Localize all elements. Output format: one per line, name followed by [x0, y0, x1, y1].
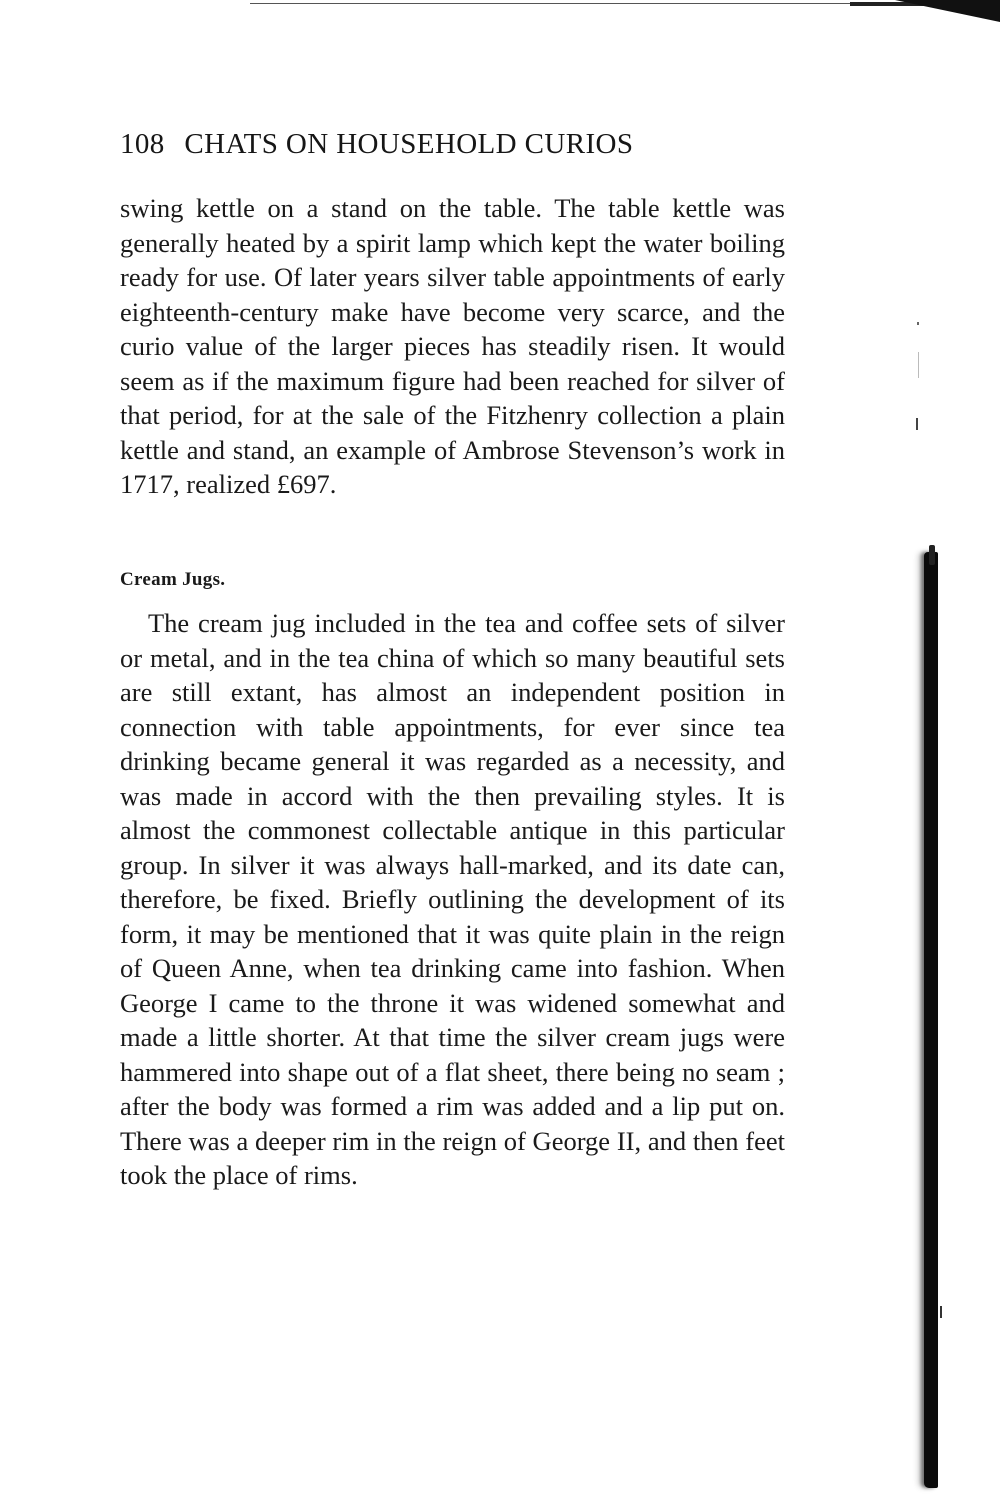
top-scan-rule: [250, 3, 850, 4]
running-header: [120, 128, 840, 161]
scan-binding-top: [929, 545, 935, 565]
paragraph-kettles: swing kettle on a stand on the table. The table kettle was generally heated by a spirit lamp which kept the water boiling ready for use. Of later years silver table appointments of early eighteenth-century make have become very scarce, and the curio value of the larger pieces has steadily risen. It would seem as if the maximum figure had been reached for silver of that period, for at the sale of the Fitzhenry collection a plain kettle and stand, an example of Ambrose Stevenson’s work in 1717, realized £697.: [120, 193, 785, 499]
paragraph-cream-jugs: The cream jug included in the tea and coffee sets of silver or metal, and in the tea china of which so many beautiful sets are still extant, has almost an independent position in connection with table appointments, for ever since tea drinking became general it was regarded as a necessity, and was made in accord with the then prevailing styles. It is almost the commonest collectable antique in this particular group. In silver it was always hall-marked, and its date can, therefore, be fixed. Briefly outlining the development of its form, it may be mentioned that it was quite plain in the reign of Queen Anne, when tea drinking came into fashion. When George I came to the throne it was widened somewhat and made a little shorter. At that time the silver cream jugs were hammered into shape out of a flat sheet, there being no seam ; after the body was formed a rim was added and a lip put on. There was a deeper rim in the reign of George II, and then feet took the place of rims.: [120, 608, 785, 1190]
section-heading-cream-jugs: Cream Jugs.: [120, 569, 226, 590]
continued-text-block: [120, 191, 785, 502]
page-number: 108: [120, 128, 165, 160]
scan-speck: [918, 352, 919, 378]
scan-speck: [916, 418, 918, 430]
top-scan-corner: [895, 0, 1000, 22]
running-title: CHATS ON HOUSEHOLD CURIOS: [184, 128, 634, 160]
cream-jugs-text-block: [120, 606, 785, 1193]
scan-speck: [940, 1306, 942, 1318]
scan-binding-shadow: [924, 552, 938, 1488]
scan-speck: [917, 322, 919, 325]
